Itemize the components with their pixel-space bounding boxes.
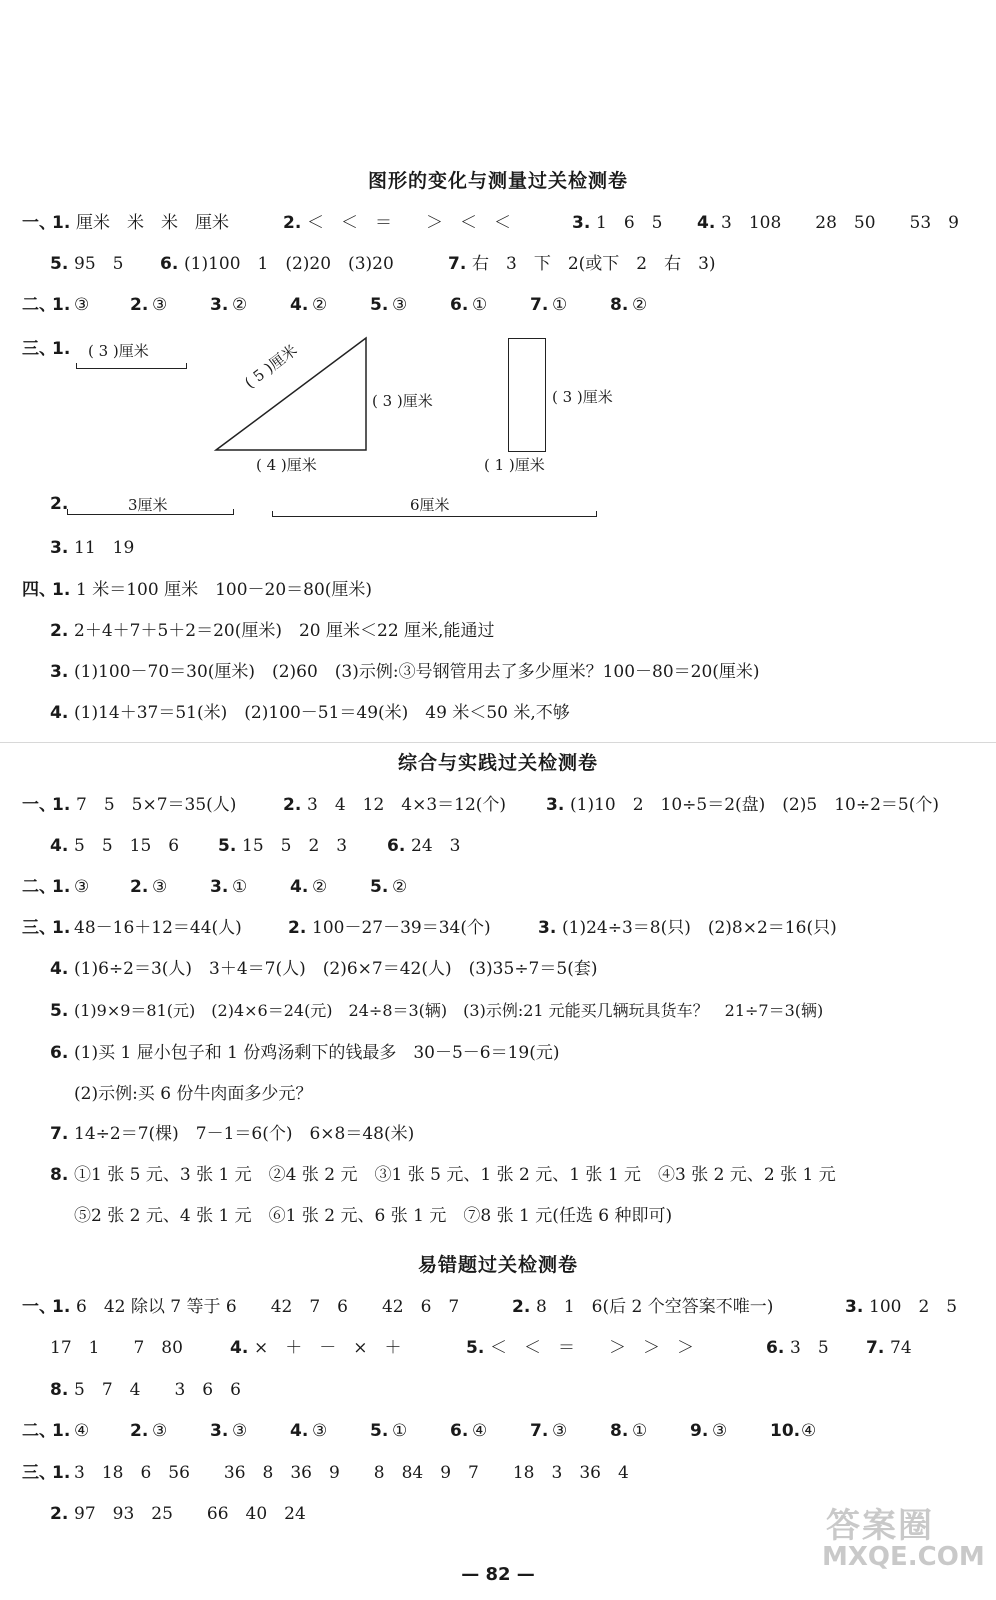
question-number: 4. (290, 295, 309, 315)
question-number: 1. (52, 580, 71, 600)
choice-answer: ③ (312, 1421, 328, 1441)
answer-text: 48－16＋12＝44(人) (74, 918, 242, 938)
segment-label: 3厘米 (128, 496, 168, 514)
question-number: 1. (52, 295, 71, 315)
question-number: 7. (50, 1124, 69, 1144)
page-number: — 82 — (461, 1564, 535, 1585)
question-number: 2. (50, 1504, 69, 1524)
answer-text: (1)100 1 (2)20 (3)20 (184, 254, 394, 274)
answer-line (0, 1377, 996, 1403)
answer-text: 1 6 5 (596, 213, 663, 233)
answer-line (0, 1418, 996, 1444)
answer-line (0, 210, 996, 236)
answer-line (0, 577, 996, 603)
answer-text: 95 5 (74, 254, 124, 274)
question-number: 4. (50, 836, 69, 856)
choice-answer: ① (472, 295, 488, 315)
answer-line (0, 336, 996, 362)
question-number: 2. (130, 1421, 149, 1441)
answer-text: 8 1 6(后 2 个空答案不唯一) (536, 1297, 774, 1317)
question-number: 8. (610, 1421, 629, 1441)
question-number: 4. (230, 1338, 249, 1358)
section-number: 四、 (22, 580, 56, 600)
choice-answer: ② (312, 877, 328, 897)
answer-text: 5 5 15 6 (74, 836, 180, 856)
answer-text: 100－27－39＝34(个) (312, 918, 491, 938)
answer-text: 1 米＝100 厘米 100－20＝80(厘米) (76, 580, 373, 600)
question-number: 6. (450, 295, 469, 315)
question-number: 8. (50, 1380, 69, 1400)
answer-text: (1)买 1 屉小包子和 1 份鸡汤剩下的钱最多 30－5－6＝19(元) (74, 1043, 560, 1063)
answer-line (0, 998, 996, 1024)
rectangle-base-label: ( 1 )厘米 (484, 456, 545, 474)
segment-endpoint (596, 511, 597, 517)
question-number: 1. (52, 339, 71, 359)
choice-answer: ① (392, 1421, 408, 1441)
question-number: 4. (290, 877, 309, 897)
answer-line (0, 1460, 996, 1486)
question-number: 3. (210, 877, 229, 897)
answer-line (0, 956, 996, 982)
question-number: 6. (450, 1421, 469, 1441)
answer-line (0, 251, 996, 277)
line-segment (272, 516, 596, 517)
question-number: 2. (130, 295, 149, 315)
line-segment (76, 368, 186, 369)
answer-text: (2)示例:买 6 份牛肉面多少元？ (74, 1084, 313, 1104)
question-number: 8. (610, 295, 629, 315)
answer-text: ＜ ＜ ＝ ＞ ＜ ＜ (307, 213, 511, 233)
answer-text: 3 5 (790, 1338, 829, 1358)
section-title: 图形的变化与测量过关检测卷 (367, 170, 628, 192)
answer-line (0, 1162, 996, 1188)
choice-answer: ④ (801, 1421, 817, 1441)
choice-answer: ② (312, 295, 328, 315)
answer-text: 6 42 除以 7 等于 6 42 7 6 42 6 7 (76, 1297, 460, 1317)
choice-answer: ③ (392, 295, 408, 315)
rectangle-side-label: ( 3 )厘米 (552, 388, 613, 406)
question-number: 2. (130, 877, 149, 897)
question-number: 3. (210, 1421, 229, 1441)
choice-answer: ③ (152, 1421, 168, 1441)
section-title: 综合与实践过关检测卷 (397, 752, 598, 774)
section-number: 一、 (22, 1297, 56, 1317)
answer-line (0, 874, 996, 900)
answer-line (0, 1121, 996, 1147)
section-number: 二、 (22, 1421, 56, 1441)
answer-text: (1)10 2 10÷5＝2(盘) (2)5 10÷2＝5(个) (570, 795, 939, 815)
section-number: 二、 (22, 877, 56, 897)
choice-answer: ④ (472, 1421, 488, 1441)
question-number: 7. (866, 1338, 885, 1358)
segment-label: ( 3 )厘米 (88, 342, 149, 360)
answer-text: ⑤2 张 2 元、4 张 1 元 ⑥1 张 2 元、6 张 1 元 ⑦8 张 1 元(任选 6 种即可) (74, 1206, 673, 1226)
question-number: 7. (530, 1421, 549, 1441)
choice-answer: ③ (152, 877, 168, 897)
choice-answer: ② (392, 877, 408, 897)
answer-text: ①1 张 5 元、3 张 1 元 ②4 张 2 元 ③1 张 5 元、1 张 2 元、1 张 1 元 ④3 张 2 元、2 张 1 元 (74, 1165, 836, 1185)
answer-line (0, 833, 996, 859)
question-number: 1. (52, 877, 71, 897)
question-number: 3. (538, 918, 557, 938)
segment-label: 6厘米 (410, 496, 450, 514)
answer-text: (1)9×9＝81(元) (2)4×6＝24(元) 24÷8＝3(辆) (3)示例:21 元能买几辆玩具货车？ 21÷7＝3(辆) (74, 1001, 824, 1020)
answer-line (0, 1040, 996, 1066)
section-number: 三、 (22, 339, 56, 359)
answer-text: ＜ ＜ ＝ ＞ ＞ ＞ (490, 1338, 694, 1358)
answer-text: 3 18 6 56 36 8 36 9 8 84 9 7 18 3 36 4 (74, 1463, 629, 1483)
question-number: 7. (448, 254, 467, 274)
question-number: 5. (466, 1338, 485, 1358)
answer-text: 3 108 28 50 53 9 (721, 213, 959, 233)
section-number: 二、 (22, 295, 56, 315)
choice-answer: ③ (552, 1421, 568, 1441)
section-number: 三、 (22, 1463, 56, 1483)
answer-text: 97 93 25 66 40 24 (74, 1504, 306, 1524)
question-number: 3. (50, 538, 69, 558)
question-number: 10. (770, 1421, 801, 1441)
question-number: 9. (690, 1421, 709, 1441)
question-number: 5. (50, 254, 69, 274)
question-number: 2. (50, 621, 69, 641)
question-number: 3. (845, 1297, 864, 1317)
question-number: 5. (50, 1001, 69, 1021)
section-number: 一、 (22, 213, 56, 233)
question-number: 1. (52, 1463, 71, 1483)
question-number: 2. (288, 918, 307, 938)
question-number: 4. (50, 959, 69, 979)
section-title: 易错题过关检测卷 (417, 1254, 578, 1276)
answer-text: 11 19 (74, 538, 135, 558)
answer-line (0, 659, 996, 685)
question-number: 5. (218, 836, 237, 856)
answer-text: (1)100－70＝30(厘米) (2)60 (3)示例:③号钢管用去了多少厘米？100－80＝20(厘米) (74, 662, 760, 682)
question-number: 2. (50, 494, 69, 514)
question-number: 5. (370, 295, 389, 315)
answer-text: 24 3 (411, 836, 461, 856)
watermark-url: MXQE.COM (822, 1542, 985, 1572)
choice-answer: ② (232, 295, 248, 315)
choice-answer: ③ (152, 295, 168, 315)
answer-text: × ＋ － × ＋ (254, 1338, 402, 1358)
question-number: 1. (52, 1297, 71, 1317)
segment-endpoint (233, 509, 234, 515)
answer-text: 17 1 7 80 (50, 1338, 183, 1358)
question-number: 4. (50, 703, 69, 723)
answer-text: 2＋4＋7＋5＋2＝20(厘米) 20 厘米＜22 厘米,能通过 (74, 621, 495, 641)
answer-line (0, 1203, 996, 1229)
question-number: 4. (290, 1421, 309, 1441)
question-number: 3. (546, 795, 565, 815)
triangle-hypotenuse-label: ( 5 )厘米 (241, 341, 301, 392)
question-number: 1. (52, 213, 71, 233)
choice-answer: ④ (74, 1421, 90, 1441)
triangle-base-label: ( 4 )厘米 (256, 456, 317, 474)
answer-line (0, 1335, 996, 1361)
choice-answer: ③ (232, 1421, 248, 1441)
question-number: 2. (283, 213, 302, 233)
question-number: 6. (766, 1338, 785, 1358)
section-number: 三、 (22, 918, 56, 938)
segment-endpoint (272, 511, 273, 517)
answer-text: 7 5 5×7＝35(人) (76, 795, 237, 815)
answer-text: 右 3 下 2(或下 2 右 3) (472, 254, 716, 274)
answer-line (0, 535, 996, 561)
choice-answer: ③ (74, 877, 90, 897)
answer-text: (1)24÷3＝8(只) (2)8×2＝16(只) (562, 918, 837, 938)
answer-line (0, 292, 996, 318)
segment-endpoint (67, 509, 68, 515)
answer-text: 5 7 4 3 6 6 (74, 1380, 241, 1400)
watermark-logo: 答案圈 (826, 1506, 934, 1546)
line-segment (67, 514, 233, 515)
answer-text: (1)6÷2＝3(人) 3＋4＝7(人) (2)6×7＝42(人) (3)35÷7＝5(套) (74, 959, 598, 979)
question-number: 5. (370, 1421, 389, 1441)
question-number: 1. (52, 1421, 71, 1441)
answer-text: 14÷2＝7(棵) 7－1＝6(个) 6×8＝48(米) (74, 1124, 415, 1144)
answer-text: 74 (890, 1338, 912, 1358)
answer-text: 3 4 12 4×3＝12(个) (307, 795, 507, 815)
answer-text: 100 2 5 (869, 1297, 958, 1317)
question-number: 3. (572, 213, 591, 233)
choice-answer: ① (552, 295, 568, 315)
answer-line (0, 700, 996, 726)
answer-line (0, 1294, 996, 1320)
choice-answer: ① (632, 1421, 648, 1441)
question-number: 6. (50, 1043, 69, 1063)
question-number: 6. (387, 836, 406, 856)
question-number: 8. (50, 1165, 69, 1185)
answer-line (0, 792, 996, 818)
answer-line (0, 915, 996, 941)
question-number: 6. (160, 254, 179, 274)
question-number: 5. (370, 877, 389, 897)
answer-text: 15 5 2 3 (242, 836, 348, 856)
question-number: 2. (512, 1297, 531, 1317)
segment-endpoint (76, 363, 77, 369)
segment-endpoint (186, 363, 187, 369)
choice-answer: ① (232, 877, 248, 897)
choice-answer: ③ (712, 1421, 728, 1441)
question-number: 3. (50, 662, 69, 682)
question-number: 7. (530, 295, 549, 315)
question-number: 3. (210, 295, 229, 315)
question-number: 2. (283, 795, 302, 815)
answer-text: (1)14＋37＝51(米) (2)100－51＝49(米) 49 米＜50 米,不够 (74, 703, 570, 723)
question-number: 4. (697, 213, 716, 233)
question-number: 1. (52, 918, 71, 938)
section-number: 一、 (22, 795, 56, 815)
answer-text: 厘米 米 米 厘米 (76, 213, 229, 233)
answer-line (0, 618, 996, 644)
choice-answer: ③ (74, 295, 90, 315)
divider (0, 742, 996, 743)
answer-line (0, 1081, 996, 1107)
question-number: 1. (52, 795, 71, 815)
triangle-height-label: ( 3 )厘米 (372, 392, 433, 410)
choice-answer: ② (632, 295, 648, 315)
rectangle-figure (508, 338, 546, 452)
